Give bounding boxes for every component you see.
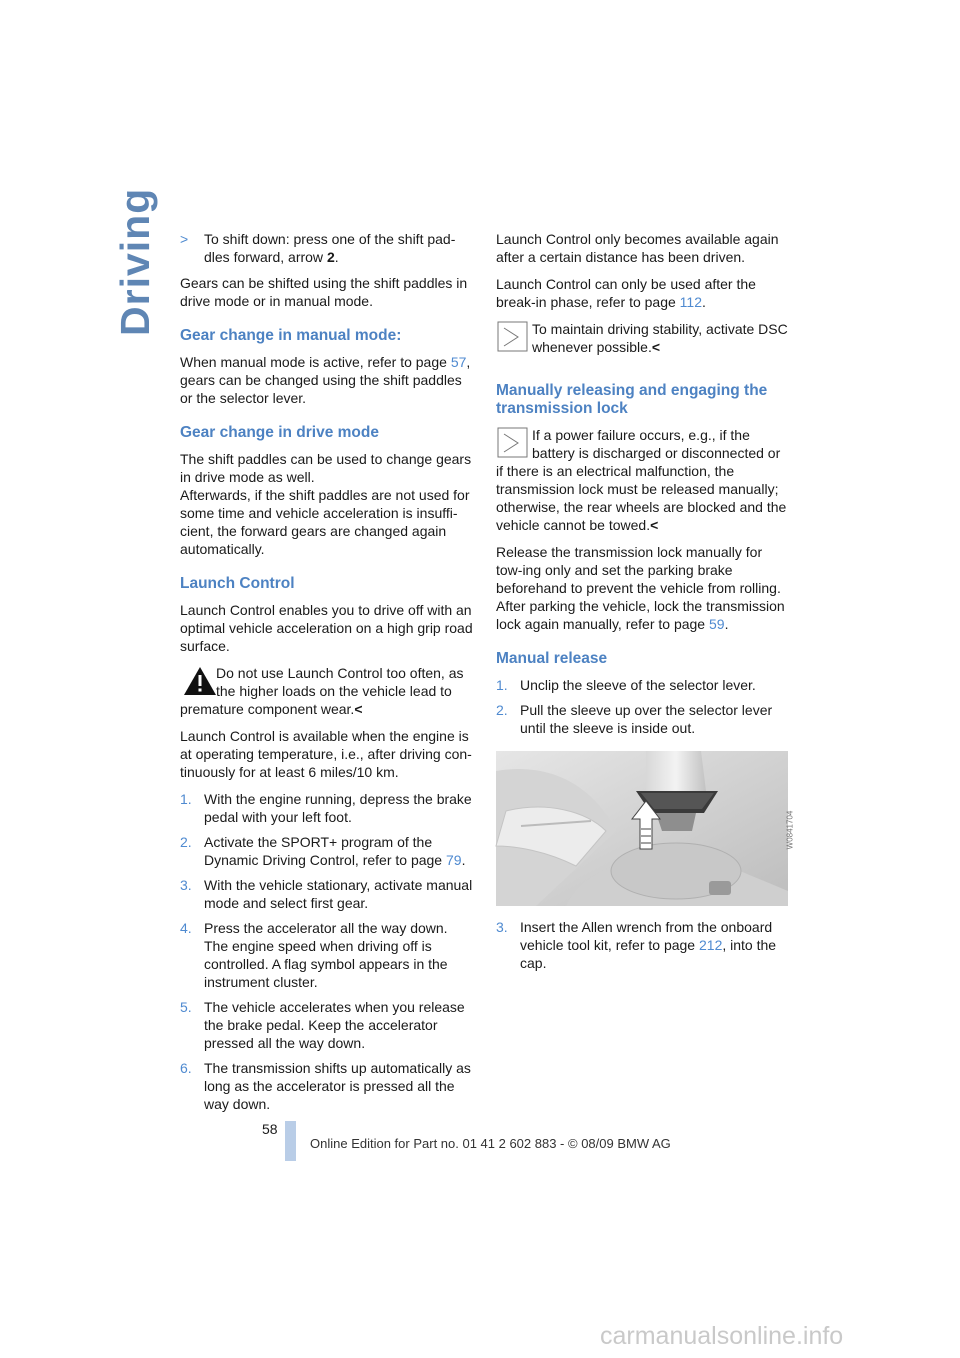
step-number: 5.	[180, 999, 192, 1015]
step-text: The vehicle accelerates when you release the brake pedal. Keep the accelerator pressed all the way down.	[204, 999, 465, 1051]
page-link-57[interactable]: 57	[450, 354, 467, 370]
step-text: Activate the SPORT+ program of the Dynamic Driving Control, refer to page	[204, 834, 446, 868]
step-item	[496, 701, 791, 737]
step-text: With the engine running, depress the brake pedal with your left foot.	[204, 791, 472, 825]
page-number: 58	[262, 1121, 278, 1137]
paragraph-shift: Gears can be shifted using the shift paddles in drive mode or in manual mode.	[180, 275, 468, 309]
step-text: The transmission shifts up automatically as long as the accelerator is pressed all the way down.	[204, 1060, 471, 1112]
release-step-3	[496, 918, 791, 972]
step-item	[180, 790, 475, 826]
step-number: 3.	[180, 877, 192, 893]
footer-edition: Online Edition for Part no. 01 41 2 602 883 - © 08/09 BMW AG	[310, 1136, 671, 1151]
paragraph-release: Release the transmission lock manually for tow-ing only and set the parking brake beforehand to prevent the vehicle from rolling. After parking the vehicle, lock the transmission lock again manually, refer to page 59.	[496, 544, 785, 632]
arrow-number: 2	[326, 249, 335, 265]
end-mark: <	[650, 517, 659, 533]
release-steps-list	[496, 676, 791, 737]
step-item	[496, 676, 791, 694]
warning-text: Do not use Launch Control too often, as the higher loads on the vehicle lead to premature component wear.	[180, 665, 464, 717]
bullet-text-end: .	[334, 249, 339, 265]
paragraph-manual-mode: When manual mode is active, refer to page 57, gears can be changed using the shift paddles or the selector lever.	[180, 354, 471, 406]
footer-accent-bar	[285, 1121, 296, 1161]
page-link-212[interactable]: 212	[699, 937, 723, 953]
bullet-text: To shift down: press one of the shift pad-dles forward, arrow	[204, 231, 456, 265]
warning-note	[180, 664, 475, 718]
site-watermark: carmanualsonline.info	[600, 1322, 844, 1350]
step-text: With the vehicle stationary, activate manual mode and select first gear.	[204, 877, 473, 911]
end-mark: <	[354, 701, 363, 717]
bullet-shift-down	[180, 230, 475, 266]
step-text-end: .	[461, 852, 466, 868]
paragraph-available-again: Launch Control only becomes available again after a certain distance has been driven.	[496, 231, 779, 265]
paragraph-breakin: Launch Control can only be used after the break-in phase, refer to page 112.	[496, 276, 756, 310]
heading-transmission-lock: Manually releasing and engaging the transmission lock	[496, 382, 768, 417]
step-number: 6.	[180, 1060, 192, 1076]
left-column	[180, 230, 475, 1120]
paragraph-available: Launch Control is available when the engine is at operating temperature, i.e., after driving con-tinuously for at least 6 miles/10 km.	[180, 728, 472, 780]
selector-lever-photo	[496, 751, 795, 906]
step-text: Press the accelerator all the way down. The engine speed when driving off is controlled. A flag symbol appears in the instrument cluster.	[204, 920, 448, 990]
step-text: Insert the Allen wrench from the onboard vehicle tool kit, refer to page	[520, 919, 773, 953]
launch-steps-list	[180, 790, 475, 1113]
note-dsc-text: To maintain driving stability, activate DSC whenever possible.	[532, 321, 788, 355]
note-power-failure	[496, 426, 791, 534]
right-column	[496, 230, 795, 979]
step-item	[180, 833, 475, 869]
step-item	[180, 919, 475, 991]
warning-triangle-icon	[180, 664, 216, 700]
selector-lever-illustration	[496, 751, 788, 906]
step-item	[180, 1059, 475, 1113]
page-link-112[interactable]: 112	[679, 294, 702, 310]
heading-manual-mode: Gear change in manual mode:	[180, 327, 402, 344]
step-number: 4.	[180, 920, 192, 936]
step-number: 2.	[180, 834, 192, 850]
step-number: 1.	[496, 677, 508, 693]
step-number: 3.	[496, 919, 508, 935]
note-arrow-icon	[496, 320, 532, 356]
step-item	[180, 876, 475, 912]
step-text: Unclip the sleeve of the selector lever.	[520, 677, 756, 693]
heading-manual-release: Manual release	[496, 650, 608, 667]
step-text-end: , into the cap.	[520, 937, 777, 971]
note-arrow-icon	[496, 426, 532, 462]
step-item	[180, 998, 475, 1052]
section-side-label: Driving	[112, 187, 158, 336]
paragraph-launch: Launch Control enables you to drive off with an optimal vehicle acceleration on a high grip road surface.	[180, 602, 473, 654]
step-number: 2.	[496, 702, 508, 718]
paragraph-drive-2: Afterwards, if the shift paddles are not used for some time and vehicle acceleration is insuffi-cient, the forward gears are changed again automatically.	[180, 487, 470, 557]
page-link[interactable]: 79	[446, 852, 462, 868]
end-mark: <	[651, 339, 661, 355]
photo-code: W0841704	[785, 810, 795, 850]
note-power-text: If a power failure occurs, e.g., if the battery is discharged or disconnected or if there is an electrical malfunction, the transmission lock must be released manually; otherwise, the rear wheels are blocked and the vehicle cannot be towed.	[496, 427, 787, 533]
bullet-arrow-icon: >	[180, 231, 189, 247]
page-link-59[interactable]: 59	[708, 616, 725, 632]
step-text: Pull the sleeve up over the selector lever until the sleeve is inside out.	[520, 702, 773, 736]
paragraph-drive-1: The shift paddles can be used to change gears in drive mode as well.	[180, 451, 472, 485]
heading-launch-control: Launch Control	[180, 575, 295, 592]
heading-drive-mode: Gear change in drive mode	[180, 424, 379, 441]
step-number: 1.	[180, 791, 192, 807]
note-dsc	[496, 320, 791, 356]
